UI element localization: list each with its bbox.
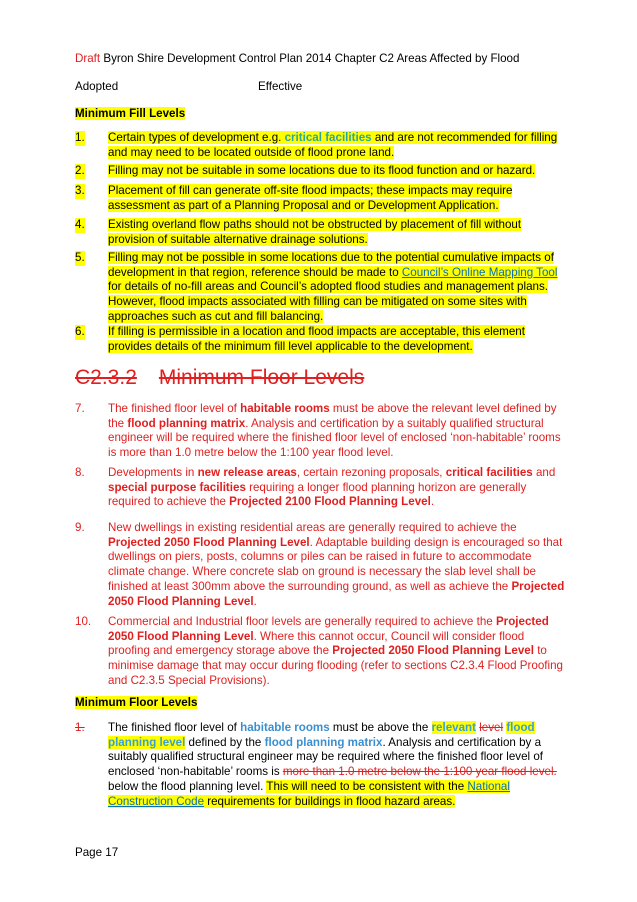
document-page: Draft Byron Shire Development Control Plan 2014 Chapter C2 Areas Affected by Flood Adopted Effective Minimum Fill Levels 1. Certain types of development e.g. critical facilities and are not recommended for filling and may need to be located outside of flood prone land. 2. Filling may not be suitable in some locations due to its flood function and or hazard. 3. Placement of fill can generate off-site flood impacts; these impacts may require assessment as part of a Planning Proposal and or Development Application. 4. Existing overland flow paths should not be obstructed by placement of fill without provision of suitable alternative drainage solutions. 5. Filling may not be possible in some locations due to the potential cumulative impacts of development in that region, reference should be made to Council’s Online Mapping Tool for details of no-fill areas and Council’s adopted flood studies and management plans. However, flood impacts associated with filling can be mitigated on some sites with approaches such as cut and fill balancing. 6. If filling is permissible in a location and flood impacts are acceptable, this element provides details of the minimum fill level applicable to the development. C2.3.2 Minimum Floor Levels 7. The finished floor level of habitable rooms must be above the relevant level defined by the flood planning matrix. Analysis and certification by a suitably qualified structural engineer will be required where the finished floor level of enclosed ‘non-habitable’ rooms is more than 1.0 metre below the 1:100 year flood level. 8. Developments in new release areas, certain rezoning proposals, critical facilities and special purpose facilities requiring a longer flood planning horizon are generally required to achieve the Projected 2100 Flood Planning Level. 9. New dwellings in existing residential areas are generally required to achieve the Projected 2050 Flood Planning Level. Adaptable building design is encouraged so that dwellings on piers, posts, columns or piles can be raised in future to accommodate climate change. Where concrete slab on ground is necessary the slab level shall be finished at least 300mm above the surrounding ground, as well as achieve the Projected 2050 Flood Planning Level. 10. Commercial and Industrial floor levels are generally required to achieve the Projected 2050 Flood Planning Level. Where this cannot occur, Council will consider flood proofing and emergency storage above the Projected 2050 Flood Planning Level to minimise damage that may occur during flooding (refer to sections C2.3.4 Flood Proofing and C2.3.5 Special Provisions). Minimum Floor Levels 1. The finished floor level of habitable rooms must be above the relevant level flood planning level defined by the flood planning matrix. Analysis and certification by a suitably qualified structural engineer may be required where the finished floor level of enclosed ‘non-habitable’ rooms is more than 1.0 metre below the 1:100 year flood level. below the flood planning level. This will need to be consistent with the National Construction Code requirements for buildings in flood hazard areas. Page 17 <box>75 52 565 859</box>
draft-label: Draft <box>75 52 101 65</box>
online-mapping-tool-link[interactable]: Council’s Online Mapping Tool <box>401 265 558 279</box>
page-number: Page 17 <box>75 846 119 859</box>
critical-facilities-term: critical facilities <box>284 131 372 144</box>
adopted-label: Adopted <box>75 80 119 93</box>
national-construction-code-link[interactable]: National Construction Code <box>108 779 510 808</box>
deleted-section-heading: C2.3.2 Minimum Floor Levels <box>75 366 365 389</box>
floor-levels-heading: Minimum Floor Levels <box>75 696 198 709</box>
fill-levels-heading: Minimum Fill Levels <box>75 107 186 120</box>
page-header <box>75 52 519 65</box>
effective-label: Effective <box>258 80 303 93</box>
header-title: Byron Shire Development Control Plan 2014 Chapter C2 Areas Affected by Flood <box>100 52 520 65</box>
